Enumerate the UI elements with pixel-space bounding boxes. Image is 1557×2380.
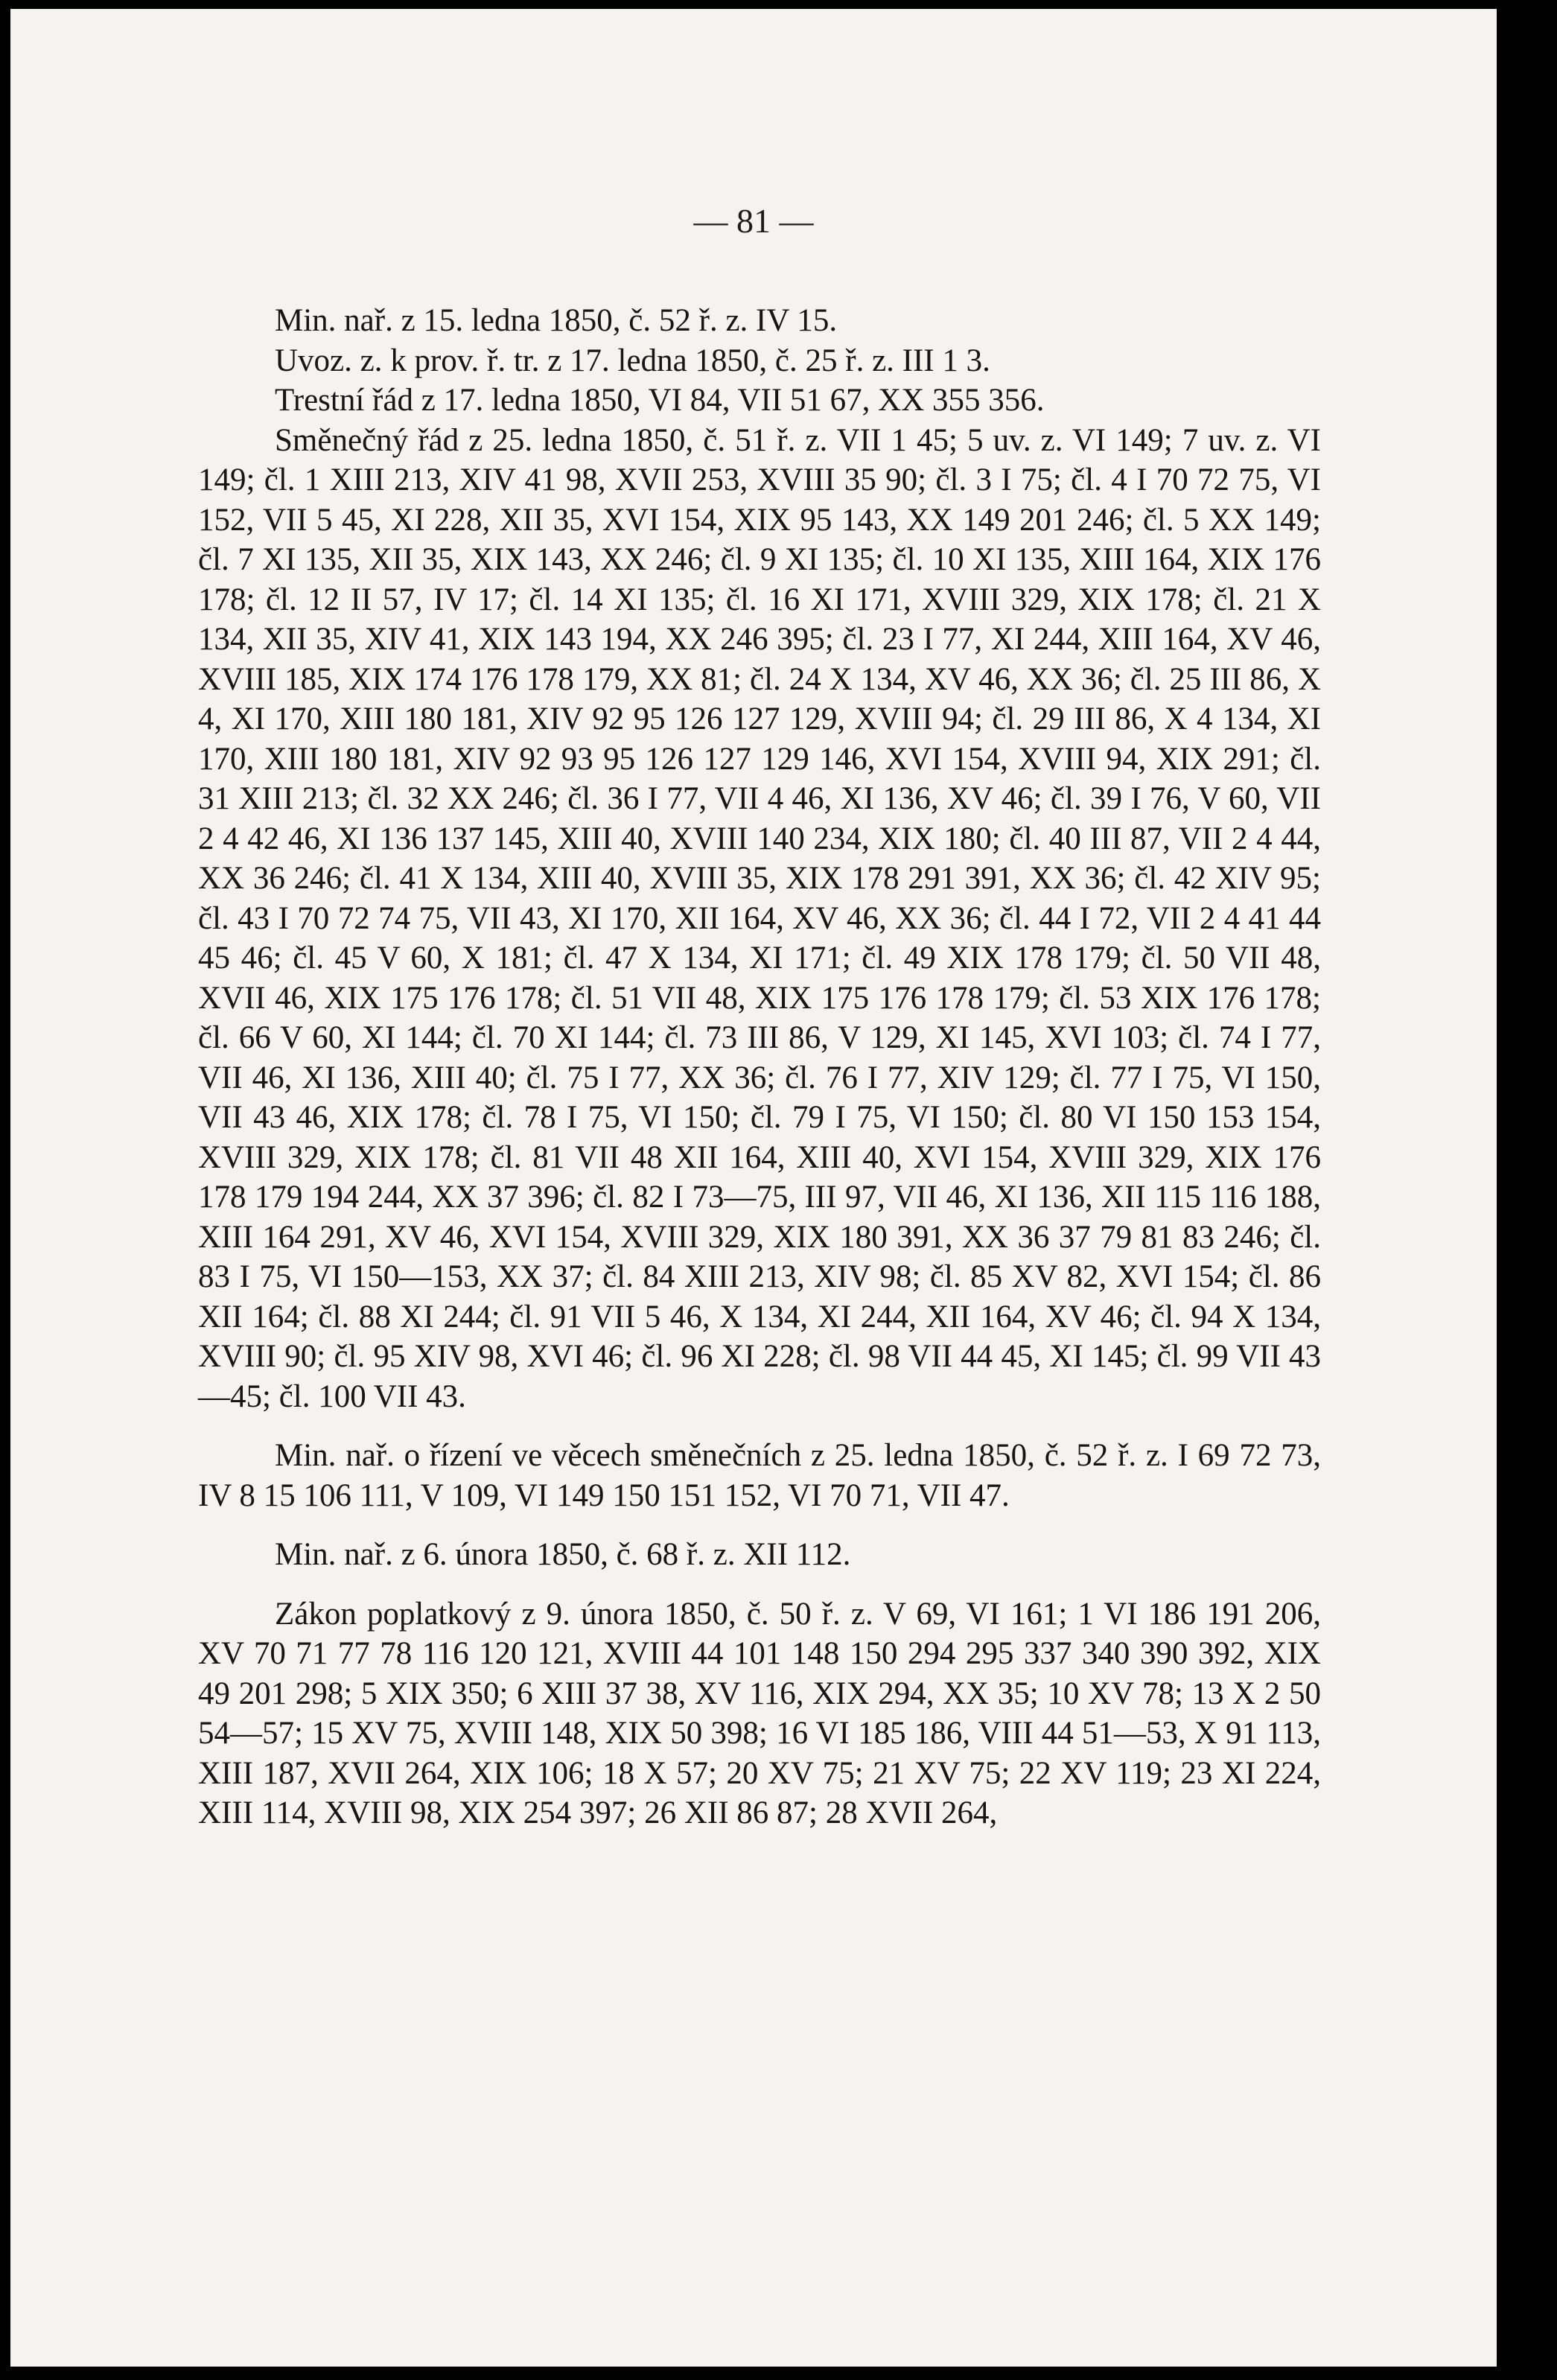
index-entry: Trestní řád z 17. ledna 1850, VI 84, VII 51 67, XX 355 356. <box>275 383 1045 418</box>
index-entry: Min. nař. z 15. ledna 1850, č. 52 ř. z. IV 15. <box>275 303 838 338</box>
index-entry: Zákon poplatkový z 9. února 1850, č. 50 ř. z. V 69, VI 161; 1 VI 186 191 206, XV 70 71 77 78 116 120 121, XVIII 44 101 148 150 294 295 337 340 390 392, XIX 49 201 298; 5 XIX 350; 6 XIII 37 38, XV 116, XIX 294, XX 35; 10 XV 78; 13 X 2 50 54—57; 15 XV 75, XVIII 148, XIX 50 398; 16 VI 185 186, VIII 44 51—53, X 91 113, XIII 187, XVII 264, XIX 106; 18 X 57; 20 XV 75; 21 XV 75; 22 XV 119; 23 XI 224, XIII 114, XVIII 98, XIX 254 397; 26 XII 86 87; 28 XVII 264, <box>198 1596 1321 1830</box>
index-entry: Směnečný řád z 25. ledna 1850, č. 51 ř. z. VII 1 45; 5 uv. z. VI 149; 7 uv. z. VI 149; čl. 1 XIII 213, XIV 41 98, XVII 253, XVIII 35 90; čl. 3 I 75; čl. 4 I 70 72 75, VI 152, VII 5 45, XI 228, XII 35, XVI 154, XIX 95 143, XX 149 201 246; čl. 5 XX 149; čl. 7 XI 135, XII 35, XIX 143, XX 246; čl. 9 XI 135; čl. 10 XI 135, XIII 164, XIX 176 178; čl. 12 II 57, IV 17; čl. 14 XI 135; čl. 16 XI 171, XVIII 329, XIX 178; čl. 21 X 134, XII 35, XIV 41, XIX 143 194, XX 246 395; čl. 23 I 77, XI 244, XIII 164, XV 46, XVIII 185, XIX 174 176 178 179, XX 81; čl. 24 X 134, XV 46, XX 36; čl. 25 III 86, X 4, XI 170, XIII 180 181, XIV 92 95 126 127 129, XVIII 94; čl. 29 III 86, X 4 134, XI 170, XIII 180 181, XIV 92 93 95 126 127 129 146, XVI 154, XVIII 94, XIX 291; čl. 31 XIII 213; čl. 32 XX 246; čl. 36 I 77, VII 4 46, XI 136, XV 46; čl. 39 I 76, V 60, VII 2 4 42 46, XI 136 137 145, XIII 40, XVIII 140 234, XIX 180; čl. 40 III 87, VII 2 4 44, XX 36 246; čl. 41 X 134, XIII 40, XVIII 35, XIX 178 291 391, XX 36; čl. 42 XIV 95; čl. 43 I 70 72 74 75, VII 43, XI 170, XII 164, XV 46, XX 36; čl. 44 I 72, VII 2 4 41 44 45 46; čl. 45 V 60, X 181; čl. 47 X 134, XI 171; čl. 49 XIX 178 179; čl. 50 VII 48, XVII 46, XIX 175 176 178; čl. 51 VII 48, XIX 175 176 178 179; čl. 53 XIX 176 178; čl. 66 V 60, XI 144; čl. 70 XI 144; čl. 73 III 86, V 129, XI 145, XVI 103; čl. 74 I 77, VII 46, XI 136, XIII 40; čl. 75 I 77, XX 36; čl. 76 I 77, XIV 129; čl. 77 I 75, VI 150, VII 43 46, XIX 178; čl. 78 I 75, VI 150; čl. 79 I 75, VI 150; čl. 80 VI 150 153 154, XVIII 329, XIX 178; čl. 81 VII 48 XII 164, XIII 40, XVI 154, XVIII 329, XIX 176 178 179 194 244, XX 37 396; čl. 82 I 73—75, III 97, VII 46, XI 136, XII 115 116 188, XIII 164 291, XV 46, XVI 154, XVIII 329, XIX 180 391, XX 36 37 79 81 83 246; čl. 83 I 75, VI 150—153, XX 37; čl. 84 XIII 213, XIV 98; čl. 85 XV 82, XVI 154; čl. 86 XII 164; čl. 88 XI 244; čl. 91 VII 5 46, X 134, XI 244, XII 164, XV 46; čl. 94 X 134, XVIII 90; čl. 95 XIV 98, XVI 46; čl. 96 XI 228; čl. 98 VII 44 45, XI 145; čl. 99 VII 43—45; čl. 100 VII 43. <box>198 422 1321 1414</box>
index-entry: Uvoz. z. k prov. ř. tr. z 17. ledna 1850, č. 25 ř. z. III 1 3. <box>275 343 990 378</box>
page-number: — 81 — <box>693 202 814 240</box>
index-entry: Min. nař. z 6. února 1850, č. 68 ř. z. XII 112. <box>275 1537 851 1572</box>
index-entry: Min. nař. o řízení ve věcech směnečních z 25. ledna 1850, č. 52 ř. z. I 69 72 73, IV 8 15 106 111, V 109, VI 149 150 151 152, VI 70 71, VII 47. <box>198 1438 1321 1513</box>
index-entries <box>198 301 1321 1833</box>
book-page <box>10 9 1497 2367</box>
